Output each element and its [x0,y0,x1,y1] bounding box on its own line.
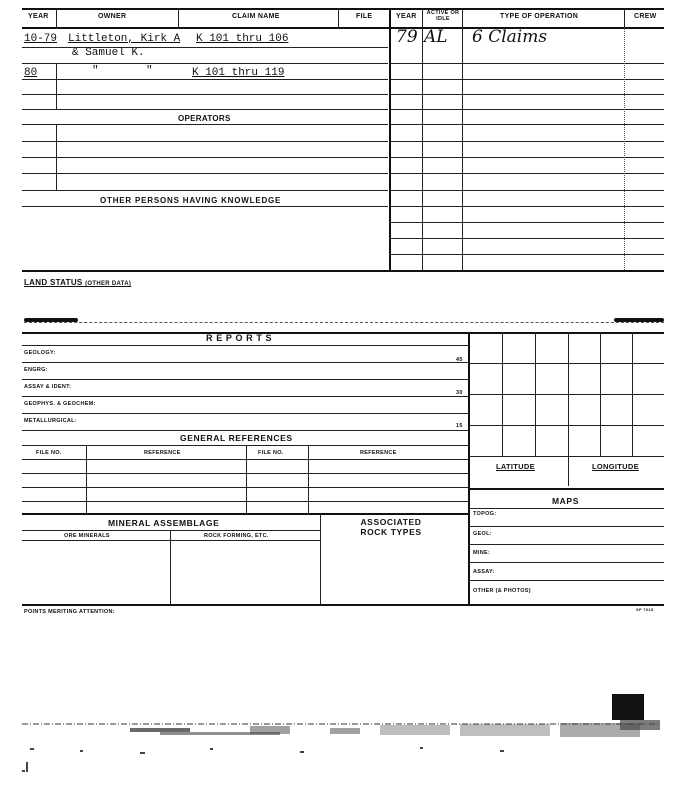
rule [22,396,468,397]
margin-number-30: 30 [456,390,463,396]
owner-1-year: 10-79 [24,33,58,45]
rule [22,513,468,515]
rule [469,456,664,457]
ref-col-file-no-1: FILE NO. [36,450,62,456]
scan-noise [0,690,678,790]
report-geophys: GEOPHYS. & GEOCHEM: [24,401,96,407]
other-persons-heading: OTHER PERSONS HAVING KNOWLEDGE [100,196,282,205]
rule [22,94,388,95]
owner-3-name: " [92,65,99,77]
owner-3-year: 80 [24,67,38,79]
rule [469,363,664,364]
map-other: OTHER (& PHOTOS) [473,588,531,594]
general-references-heading: GENERAL REFERENCES [180,433,293,443]
rule [22,27,664,29]
operation-type: 6 Claims [472,27,548,47]
map-geol: GEOL: [473,531,492,537]
header-claim-name: CLAIM NAME [232,13,280,20]
operation-status: AL [424,27,448,47]
associated-rock-types-heading: ASSOCIATED ROCK TYPES [360,517,422,537]
rule [24,322,664,323]
rule [469,580,664,581]
rule [462,8,463,270]
rule [22,173,388,174]
rule [22,413,468,414]
rule [22,473,468,474]
map-topog: TOPOG: [473,511,497,517]
rule [22,362,468,363]
rule [390,254,664,255]
rule [22,190,388,191]
rule [390,124,664,125]
map-mine: MINE: [473,550,491,556]
operators-heading: OPERATORS [178,114,231,123]
header-year-2: YEAR [396,13,417,20]
rule [338,8,339,28]
operation-year: 79 [396,27,418,47]
rule [22,345,468,346]
rule [56,124,57,190]
rule [624,8,625,28]
rule [568,456,569,486]
rule [86,445,87,513]
rule [469,425,664,426]
scan-artifact-block [612,694,644,720]
form-code: SP 7015 [636,607,654,612]
rule [246,445,247,513]
rule [390,63,664,64]
rule [469,488,664,490]
owner-1-name: Littleton, Kirk A [68,33,181,45]
rule [22,379,468,380]
land-status-heading [24,278,131,287]
rule [22,501,468,502]
rule [22,430,468,431]
rule [390,173,664,174]
land-status-label: LAND STATUS [24,278,83,287]
report-geology: GEOLOGY: [24,350,56,356]
rule [468,332,470,604]
rule [22,8,664,10]
rule [22,206,388,207]
margin-number-15: 15 [456,423,463,429]
rule [390,141,664,142]
rule [390,206,664,207]
header-file: FILE [356,13,373,20]
rule [389,8,391,270]
longitude-label: LONGITUDE [592,462,639,471]
rule [22,604,664,606]
owner-3-claim-ditto: " [146,65,153,77]
maps-heading: MAPS [552,496,579,506]
reports-heading: R E P O R T S [206,333,273,343]
rule [22,270,664,272]
rule [390,190,664,191]
ref-col-reference-2: REFERENCE [360,450,397,456]
rule [624,28,625,270]
owner-3-claim: K 101 thru 119 [192,67,285,79]
rule [469,544,664,545]
rule [390,238,664,239]
rule [390,79,664,80]
land-status-note: (OTHER DATA) [85,281,132,287]
rule [56,8,57,28]
ref-col-reference-1: REFERENCE [144,450,181,456]
rule [22,141,388,142]
report-assay: ASSAY & IDENT: [24,384,72,390]
rule [390,157,664,158]
rule [469,562,664,563]
scan-speckle [22,720,660,772]
rule [22,79,388,80]
owner-2-name: & Samuel K. [72,47,145,59]
margin-number-45: 45 [456,357,463,363]
report-engrg: ENGRG: [24,367,48,373]
ref-col-file-no-2: FILE NO. [258,450,284,456]
rule [320,514,321,604]
report-metallurgical: METALLURGICAL: [24,418,77,424]
ore-minerals-label: ORE MINERALS [64,533,110,539]
rule [390,222,664,223]
rule [170,530,171,604]
latitude-label: LATITUDE [496,462,535,471]
rule [308,445,309,513]
rule [469,526,664,527]
rule [422,8,423,270]
rule [22,109,388,110]
rule [178,8,179,28]
rock-forming-label: ROCK FORMING, ETC. [204,533,269,539]
header-crew: CREW [634,13,657,20]
rule [469,508,664,509]
rule [22,124,388,125]
rule [22,487,468,488]
rule [390,94,664,95]
map-assay: ASSAY: [473,569,495,575]
rule [22,459,468,460]
header-active-idle: ACTIVE OR IDLE [426,10,460,22]
rule [22,63,388,64]
rule [22,530,320,531]
rule [56,63,57,109]
rule [22,157,388,158]
owner-1-claim: K 101 thru 106 [196,33,289,45]
mineral-assemblage-heading: MINERAL ASSEMBLAGE [108,518,220,528]
header-year: YEAR [28,13,49,20]
rule [22,540,320,541]
rule [22,445,468,446]
header-type-of-operation: TYPE OF OPERATION [500,13,579,20]
points-meriting-attention: POINTS MERITING ATTENTION: [24,609,115,615]
rule [390,109,664,110]
rule [469,394,664,395]
header-owner: OWNER [98,13,127,20]
